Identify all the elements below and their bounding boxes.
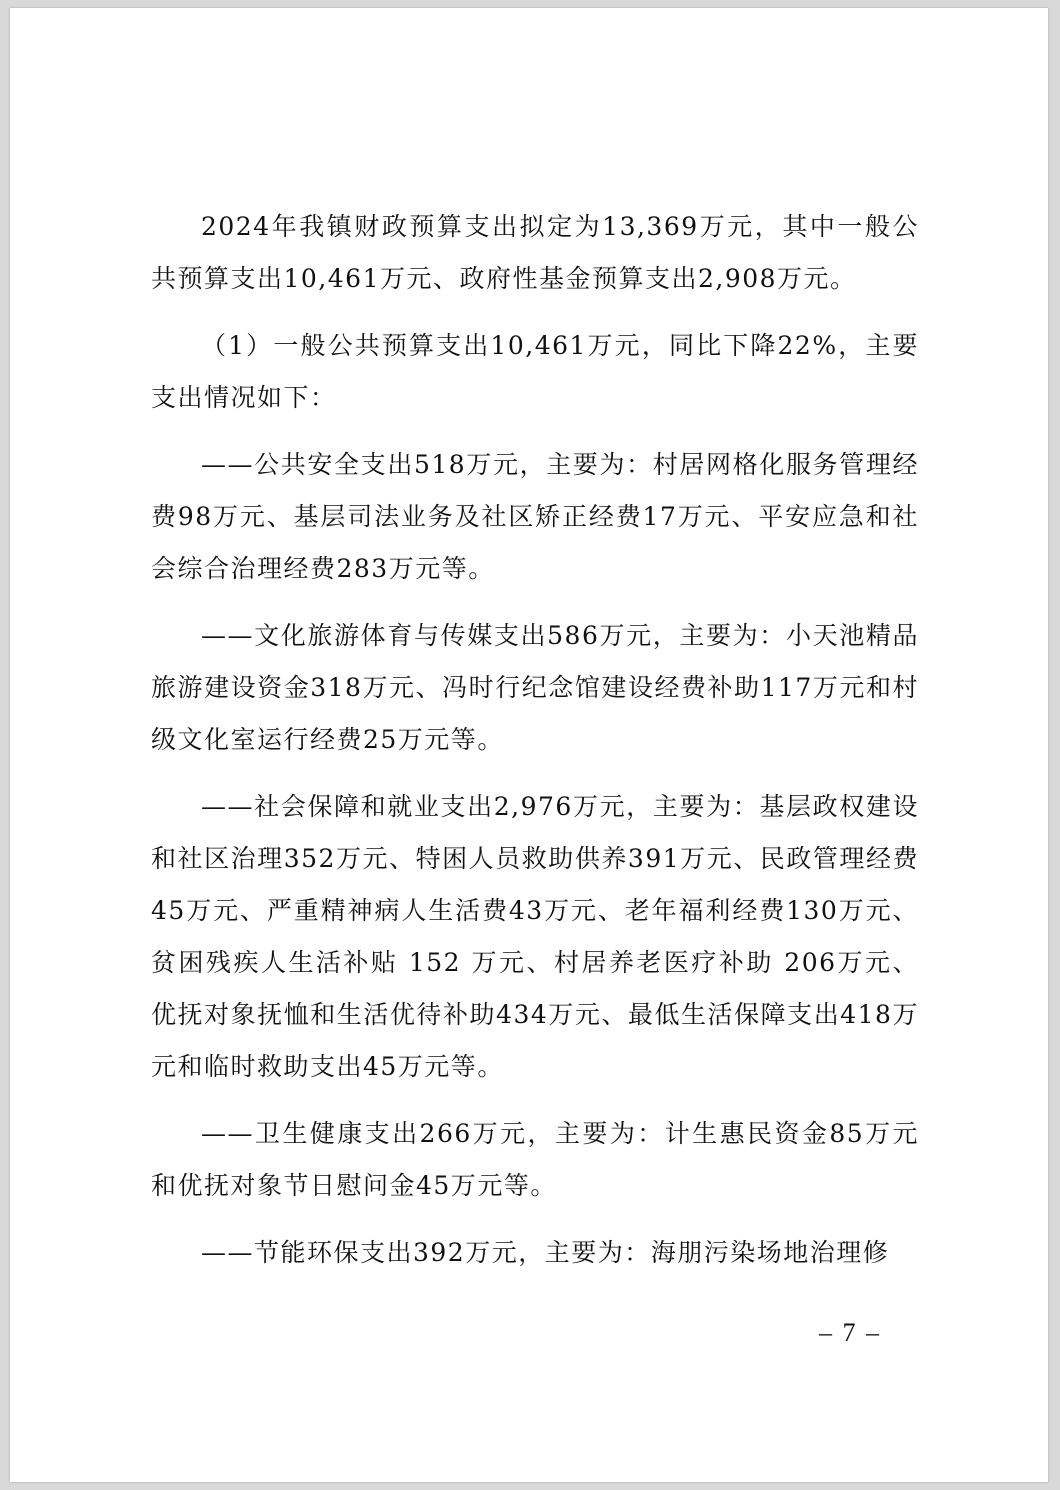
- paragraph-public-safety: ——公共安全支出518万元，主要为：村居网格化服务管理经费98万元、基层司法业务及社区矫正经费17万元、平安应急和社会综合治理经费283万元等。: [151, 450, 919, 583]
- page-number: – 7 –: [819, 1318, 881, 1347]
- paragraph-health: ——卫生健康支出266万元，主要为：计生惠民资金85万元和优抚对象节日慰问金45万元等。: [151, 1119, 919, 1200]
- paragraph-general-public-budget: （1）一般公共预算支出10,461万元，同比下降22%，主要支出情况如下：: [151, 331, 919, 412]
- paragraph-culture-tourism: ——文化旅游体育与传媒支出586万元，主要为：小天池精品旅游建设资金318万元、冯时行纪念馆建设经费补助117万元和村级文化室运行经费25万元等。: [151, 621, 919, 754]
- paragraph-environmental: ——节能环保支出392万元，主要为：海朋污染场地治理修: [201, 1238, 890, 1267]
- paragraph-budget-overview: 2024年我镇财政预算支出拟定为13,369万元，其中一般公共预算支出10,461万元、政府性基金预算支出2,908万元。: [151, 212, 919, 293]
- paragraph-social-security: ——社会保障和就业支出2,976万元，主要为：基层政权建设和社区治理352万元、特困人员救助供养391万元、民政管理经费45万元、严重精神病人生活费43万元、老年福利经费130万元、贫困残疾人生活补贴 152 万元、村居养老医疗补助 206万元、优抚对象抚恤和生活优待补助434万元、最低生活保障支出418万元和临时救助支出45万元等。: [151, 792, 919, 1081]
- document-body: [151, 201, 919, 1279]
- document-page: [10, 8, 1048, 1482]
